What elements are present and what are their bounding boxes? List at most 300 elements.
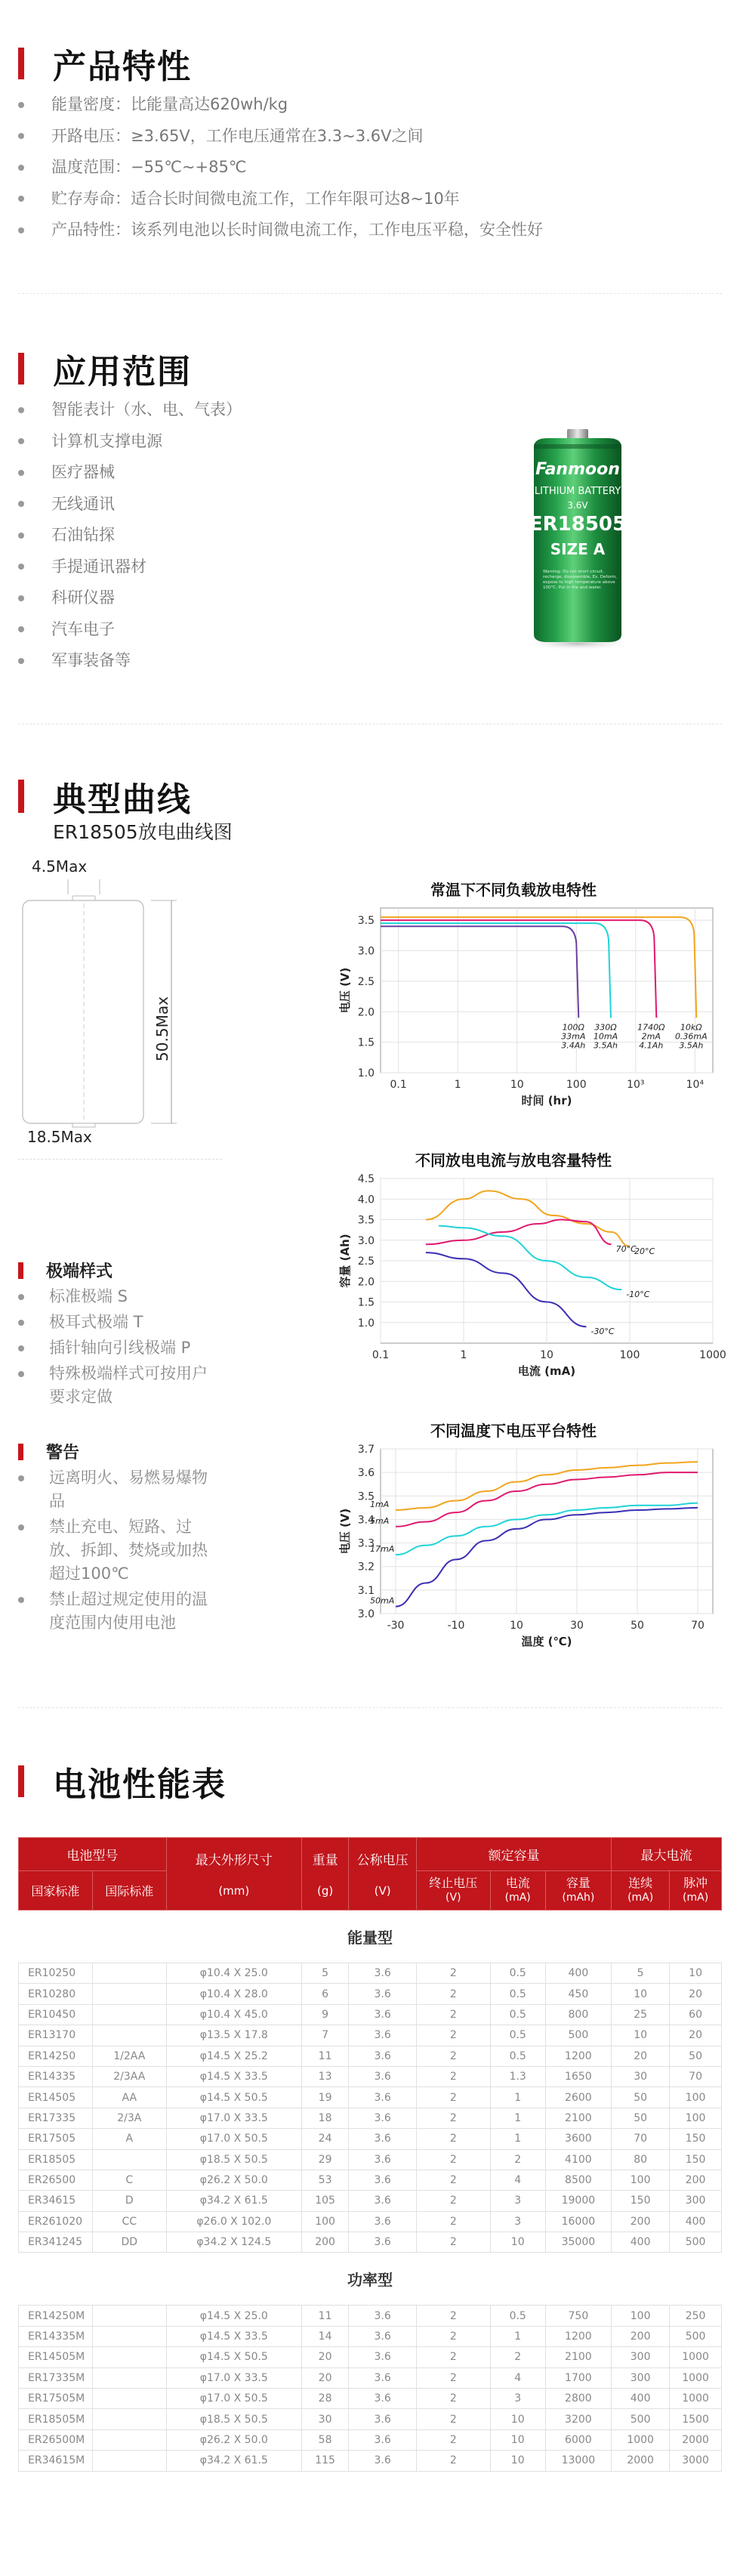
y-tick-label: 1.5	[357, 1296, 375, 1309]
table-cell: 3.6	[349, 2368, 417, 2388]
x-axis-label: 时间 (hr)	[521, 1094, 572, 1107]
list-item	[18, 1311, 222, 1334]
y-tick-label: 1.5	[357, 1036, 375, 1049]
table-cell: 500	[545, 2025, 611, 2046]
list-item	[18, 121, 543, 153]
table-cell: C	[92, 2170, 166, 2190]
table-group-name: 能量型	[19, 1910, 722, 1963]
table-row	[19, 2066, 722, 2086]
th-pulse	[670, 1871, 722, 1910]
bullet-icon	[18, 1524, 24, 1530]
table-cell: 10	[490, 2429, 545, 2450]
table-row	[19, 2451, 722, 2471]
list-item-text: 标准极端 S	[49, 1287, 128, 1305]
table-cell: 3.6	[349, 2129, 417, 2149]
y-tick-label: 3.0	[357, 1234, 375, 1247]
table-cell: 3.6	[349, 2451, 417, 2471]
y-tick-label: 3.1	[357, 1584, 375, 1597]
list-item-text: 石油钻探	[51, 526, 115, 544]
bullet-icon	[18, 595, 24, 601]
table-cell: 1000	[670, 2347, 722, 2368]
table-cell: 70	[670, 2066, 722, 2086]
y-tick-label: 3.5	[357, 1214, 375, 1227]
table-cell: φ18.5 X 50.5	[166, 2409, 301, 2429]
x-tick-label: 10³	[627, 1079, 645, 1091]
table-cell: 3.6	[349, 2306, 417, 2326]
table-cell: φ17.0 X 33.5	[166, 2108, 301, 2128]
th-pulse-label: 脉冲	[683, 1876, 708, 1890]
table-cell: 53	[301, 2170, 348, 2190]
table-cell: ER18505M	[19, 2409, 93, 2429]
table-cell: 2100	[545, 2108, 611, 2128]
table-cell: ER17505	[19, 2129, 93, 2149]
table-cell: 24	[301, 2129, 348, 2149]
table-cell: D	[92, 2191, 166, 2211]
series-label: 5mA	[370, 1515, 390, 1526]
table-cell: φ14.5 X 50.5	[166, 2087, 301, 2108]
dimension-drawing	[17, 851, 190, 1145]
list-item	[18, 1336, 222, 1360]
table-cell: φ14.5 X 50.5	[166, 2347, 301, 2368]
table-cell: φ17.0 X 50.5	[166, 2129, 301, 2149]
table-cell: φ14.5 X 25.0	[166, 2306, 301, 2326]
list-item-text: 产品特性：该系列电池以长时间微电流工作，工作电压平稳，安全性好	[51, 221, 543, 239]
list-item	[18, 394, 242, 426]
list-item-text: 智能表计（水、电、气表）	[51, 400, 242, 419]
list-item	[18, 1515, 222, 1586]
th-nominal	[349, 1838, 417, 1910]
battery-product-image	[517, 425, 638, 651]
table-row	[19, 2170, 722, 2190]
list-item	[18, 1588, 222, 1635]
table-cell: 14	[301, 2326, 348, 2346]
th-nominal-label: 公称电压	[356, 1853, 409, 1868]
table-cell: 2	[416, 2170, 490, 2190]
table-cell	[92, 2368, 166, 2388]
y-tick-label: 1.0	[357, 1317, 375, 1330]
th-nominal-unit: (V)	[374, 1884, 391, 1898]
list-item	[18, 1285, 222, 1308]
features-heading	[18, 39, 192, 88]
table-cell: 2	[416, 1963, 490, 1984]
table-cell: 10	[670, 1963, 722, 1984]
table-cell: 150	[670, 2129, 722, 2149]
table-cell	[92, 2025, 166, 2046]
list-item	[18, 89, 543, 121]
accent-bar	[18, 48, 24, 79]
bullet-icon	[18, 133, 24, 139]
table-cell: 70	[612, 2129, 670, 2149]
bullet-icon	[18, 658, 24, 664]
x-tick-label: 10	[540, 1349, 553, 1361]
table-cell	[92, 2326, 166, 2346]
list-item-text: 科研仪器	[51, 588, 115, 607]
x-tick-label: 50	[631, 1620, 644, 1632]
table-cell: 1200	[545, 2326, 611, 2346]
th-pulse-unit: (mA)	[683, 1892, 709, 1904]
table-cell: 4100	[545, 2149, 611, 2170]
th-cont	[612, 1871, 670, 1910]
table-cell: 3.6	[349, 1984, 417, 2004]
table-cell: 2	[416, 2389, 490, 2409]
table-row	[19, 2389, 722, 2409]
table-cell: 400	[545, 1963, 611, 1984]
table-cell: 450	[545, 1984, 611, 2004]
table-group-row	[19, 1910, 722, 1963]
table-cell: 16000	[545, 2211, 611, 2232]
table-row	[19, 2429, 722, 2450]
table-cell: 150	[670, 2149, 722, 2170]
series-label: 4.1Ah	[639, 1040, 664, 1051]
battery-line1: LITHIUM BATTERY	[534, 486, 621, 497]
table-row	[19, 2149, 722, 2170]
table-cell: 0.5	[490, 2046, 545, 2066]
series-label: 20°C	[634, 1246, 655, 1256]
table-cell: 1	[490, 2129, 545, 2149]
th-current-label: 电流	[505, 1876, 530, 1890]
table-row	[19, 2025, 722, 2046]
list-item-text: 医疗器械	[51, 463, 115, 481]
table-cell: 2	[490, 2347, 545, 2368]
bullet-icon	[18, 102, 24, 108]
bullet-icon	[18, 626, 24, 632]
table-cell: 150	[612, 2191, 670, 2211]
curves-heading	[18, 772, 192, 820]
table-cell: ER26500	[19, 2170, 93, 2190]
table-cell: φ10.4 X 45.0	[166, 2004, 301, 2025]
table-cell: ER14335	[19, 2066, 93, 2086]
table-cell: 2000	[612, 2451, 670, 2471]
table-cell: 0.5	[490, 2025, 545, 2046]
table-cell: 20	[612, 2046, 670, 2066]
series-label: 33mA	[561, 1031, 586, 1042]
battery-model: ER18505	[529, 513, 627, 536]
table-cell: 3200	[545, 2409, 611, 2429]
accent-bar	[18, 1444, 23, 1460]
y-tick-label: 2.5	[357, 975, 375, 988]
table-cell: 2	[416, 2191, 490, 2211]
th-weight	[301, 1838, 348, 1910]
performance-table	[18, 1837, 722, 2472]
x-tick-label: 100	[566, 1079, 587, 1091]
table-cell: 35000	[545, 2232, 611, 2253]
table-cell: 1200	[545, 2046, 611, 2066]
table-cell: 2	[416, 2046, 490, 2066]
table-cell: 20	[301, 2368, 348, 2388]
table-cell: 3.6	[349, 2211, 417, 2232]
th-dims-label: 最大外形尺寸	[195, 1853, 273, 1868]
table-cell: 2	[416, 2108, 490, 2128]
table-cell: 3	[490, 2389, 545, 2409]
table-cell: 18	[301, 2108, 348, 2128]
table-row	[19, 2004, 722, 2025]
table-cell: 2	[416, 2429, 490, 2450]
y-tick-label: 3.7	[357, 1444, 375, 1456]
x-tick-label: 10⁴	[686, 1079, 705, 1091]
table-cell: 8500	[545, 2170, 611, 2190]
table-group-row	[19, 2253, 722, 2306]
y-tick-label: 4.5	[357, 1173, 375, 1185]
y-tick-label: 3.0	[357, 1608, 375, 1620]
table-cell: 3.6	[349, 2004, 417, 2025]
y-tick-label: 3.3	[357, 1537, 375, 1550]
th-model: 电池型号	[19, 1838, 167, 1871]
series-label: 1mA	[370, 1499, 390, 1509]
table-cell	[92, 2347, 166, 2368]
table-cell: ER18505	[19, 2149, 93, 2170]
table-cell	[92, 2149, 166, 2170]
table-cell: 3.6	[349, 2429, 417, 2450]
table-cell: φ14.5 X 25.2	[166, 2046, 301, 2066]
terminals-list	[18, 1285, 222, 1411]
table-cell: 400	[612, 2389, 670, 2409]
y-tick-label: 3.6	[357, 1467, 375, 1480]
table-cell: 30	[612, 2066, 670, 2086]
table-cell: 19000	[545, 2191, 611, 2211]
table-cell: 400	[612, 2232, 670, 2253]
table-cell: 1/2AA	[92, 2046, 166, 2066]
th-dims	[166, 1838, 301, 1910]
table-heading	[18, 1757, 227, 1805]
table-cell: φ14.5 X 33.5	[166, 2326, 301, 2346]
table-cell: 29	[301, 2149, 348, 2170]
th-national: 国家标准	[19, 1871, 93, 1910]
table-cell: 100	[670, 2108, 722, 2128]
table-cell	[92, 2004, 166, 2025]
table-cell: 200	[301, 2232, 348, 2253]
table-cell: 2	[416, 2025, 490, 2046]
bullet-icon	[18, 533, 24, 539]
table-cell: 3.6	[349, 2191, 417, 2211]
table-cell: 4	[490, 2170, 545, 2190]
list-item-text: 开路电压：≥3.65V，工作电压通常在3.3~3.6V之间	[51, 126, 424, 145]
series-label: 3.5Ah	[679, 1040, 704, 1051]
bullet-icon	[18, 501, 24, 507]
series-label: 10mA	[593, 1031, 618, 1042]
table-cell: 2	[416, 2451, 490, 2471]
applications-heading	[18, 344, 192, 393]
th-weight-label: 重量	[312, 1853, 338, 1868]
table-cell: 2	[416, 2066, 490, 2086]
x-axis-label: 温度 (℃)	[521, 1635, 572, 1648]
table-cell: 1700	[545, 2368, 611, 2388]
accent-bar	[18, 780, 24, 813]
curves-title: 典型曲线	[53, 780, 192, 819]
table-cell: ER34615	[19, 2191, 93, 2211]
list-item	[18, 1466, 222, 1513]
accent-bar	[18, 1765, 24, 1797]
dim-top-label: 4.5Max	[32, 857, 88, 876]
table-cell: 28	[301, 2389, 348, 2409]
table-cell: 3600	[545, 2129, 611, 2149]
list-item	[18, 614, 242, 646]
series-label: 0.36mA	[674, 1031, 708, 1042]
table-cell: ER13170	[19, 2025, 93, 2046]
voltage-temperature-chart	[325, 1443, 732, 1662]
list-item-text: 军事装备等	[51, 651, 131, 669]
th-max-current: 最大电流	[612, 1838, 722, 1871]
x-tick-label: 1	[454, 1079, 461, 1091]
terminals-heading	[18, 1259, 113, 1282]
bullet-icon	[18, 564, 24, 570]
table-cell: 115	[301, 2451, 348, 2471]
y-tick-label: 3.2	[357, 1561, 375, 1574]
th-current	[490, 1871, 545, 1910]
table-cell: 25	[612, 2004, 670, 2025]
bullet-icon	[18, 470, 24, 476]
table-cell: 3.6	[349, 2046, 417, 2066]
accent-bar	[18, 1262, 23, 1279]
th-cont-unit: (mA)	[627, 1892, 654, 1904]
table-cell: 2	[416, 2129, 490, 2149]
list-item	[18, 489, 242, 520]
th-weight-unit: (g)	[316, 1884, 334, 1898]
table-cell: 20	[301, 2347, 348, 2368]
x-tick-label: 1	[460, 1349, 467, 1361]
y-tick-label: 1.0	[357, 1067, 375, 1080]
table-cell: 58	[301, 2429, 348, 2450]
table-group-name: 功率型	[19, 2253, 722, 2306]
table-cell: 1	[490, 2108, 545, 2128]
table-cell: ER26500M	[19, 2429, 93, 2450]
table-cell: 50	[612, 2108, 670, 2128]
y-axis-label: 容量 (Ah)	[338, 1234, 352, 1288]
table-cell: ER14335M	[19, 2326, 93, 2346]
series-label: -30°C	[590, 1327, 615, 1337]
table-cell: 11	[301, 2306, 348, 2326]
series-label: 1740Ω	[637, 1022, 665, 1033]
table-cell: φ17.0 X 50.5	[166, 2389, 301, 2409]
table-cell: φ34.2 X 61.5	[166, 2191, 301, 2211]
table-cell: ER17335	[19, 2108, 93, 2128]
table-cell: ER17335M	[19, 2368, 93, 2388]
table-cell	[92, 2409, 166, 2429]
table-row	[19, 2347, 722, 2368]
table-cell: ER14250M	[19, 2306, 93, 2326]
table-cell: 50	[670, 2046, 722, 2066]
side-divider	[18, 1159, 222, 1160]
list-item	[18, 426, 242, 458]
list-item	[18, 215, 543, 246]
dim-height-label: 50.5Max	[153, 996, 171, 1061]
table-cell: ER10280	[19, 1984, 93, 2004]
bullet-icon	[18, 407, 24, 413]
th-capacity-unit: (mAh)	[562, 1892, 595, 1904]
th-capacity	[545, 1871, 611, 1910]
series-label: 100Ω	[562, 1022, 584, 1033]
list-item-text: 贮存寿命：适合长时间微电流工作，工作年限可达8~10年	[51, 189, 460, 208]
chart2-title: 不同放电电流与放电容量特性	[415, 1151, 612, 1169]
th-cont-label: 连续	[628, 1876, 653, 1890]
table-cell: 2	[416, 2368, 490, 2388]
table-cell: 1000	[670, 2389, 722, 2409]
table-cell: 80	[612, 2149, 670, 2170]
table-cell: 11	[301, 2046, 348, 2066]
bullet-icon	[18, 1597, 24, 1603]
table-cell: φ13.5 X 17.8	[166, 2025, 301, 2046]
table-cell: 2100	[545, 2347, 611, 2368]
bullet-icon	[18, 165, 24, 171]
table-cell: 2	[416, 2409, 490, 2429]
series-label: 70°C	[615, 1244, 637, 1255]
table-cell: 2	[416, 2326, 490, 2346]
x-tick-label: 30	[570, 1620, 584, 1632]
table-cell: φ26.0 X 102.0	[166, 2211, 301, 2232]
table-cell: 3.6	[349, 2409, 417, 2429]
th-rated: 额定容量	[416, 1838, 611, 1871]
th-cutoff	[416, 1871, 490, 1910]
features-list	[18, 89, 543, 246]
table-title: 电池性能表	[53, 1765, 227, 1804]
table-cell: 10	[490, 2451, 545, 2471]
x-tick-label: -30	[387, 1620, 405, 1632]
table-cell: 2800	[545, 2389, 611, 2409]
table-cell: 2	[416, 2149, 490, 2170]
table-cell: 100	[301, 2211, 348, 2232]
table-cell: ER14505M	[19, 2347, 93, 2368]
y-tick-label: 3.5	[357, 915, 375, 928]
list-item	[18, 184, 543, 215]
list-item-text: 无线通讯	[51, 494, 115, 513]
table-cell: 10	[490, 2232, 545, 2253]
table-row	[19, 2129, 722, 2149]
applications-list	[18, 394, 242, 677]
table-row	[19, 2326, 722, 2346]
table-cell: 2	[416, 2004, 490, 2025]
table-row	[19, 2191, 722, 2211]
table-cell: 5	[612, 1963, 670, 1984]
table-cell: 50	[612, 2087, 670, 2108]
table-cell: 2	[416, 2087, 490, 2108]
table-cell: 200	[612, 2211, 670, 2232]
x-tick-label: 70	[691, 1620, 705, 1632]
table-cell: φ17.0 X 33.5	[166, 2368, 301, 2388]
table-cell: 10	[612, 1984, 670, 2004]
x-tick-label: 10	[510, 1079, 524, 1091]
table-cell: φ34.2 X 61.5	[166, 2451, 301, 2471]
table-cell: AA	[92, 2087, 166, 2108]
y-axis-label: 电压 (V)	[338, 967, 352, 1014]
table-cell: 100	[670, 2087, 722, 2108]
series-label: 17mA	[370, 1544, 395, 1555]
table-cell: 3.6	[349, 2108, 417, 2128]
table-cell: 20	[670, 2025, 722, 2046]
table-cell: 3.6	[349, 2025, 417, 2046]
table-cell: 3.6	[349, 2326, 417, 2346]
discharge-load-chart	[325, 902, 732, 1129]
list-item-text: 温度范围：−55℃~+85℃	[51, 158, 247, 176]
table-cell	[92, 2306, 166, 2326]
table-cell: ER261020	[19, 2211, 93, 2232]
table-cell: 300	[670, 2191, 722, 2211]
table-cell: ER10250	[19, 1963, 93, 1984]
list-item-text: 汽车电子	[51, 619, 115, 638]
table-cell: 100	[612, 2170, 670, 2190]
table-cell: 3.6	[349, 2170, 417, 2190]
series-label: 10kΩ	[680, 1022, 702, 1033]
table-cell: φ26.2 X 50.0	[166, 2429, 301, 2450]
series-label: 50mA	[370, 1595, 395, 1606]
table-cell: φ34.2 X 124.5	[166, 2232, 301, 2253]
table-cell: φ18.5 X 50.5	[166, 2149, 301, 2170]
table-cell: 1000	[612, 2429, 670, 2450]
table-cell: 750	[545, 2306, 611, 2326]
table-cell: 2/3AA	[92, 2066, 166, 2086]
table-cell: 3.6	[349, 2066, 417, 2086]
table-cell: 0.5	[490, 2004, 545, 2025]
table-cell	[92, 2429, 166, 2450]
accent-bar	[18, 353, 24, 385]
